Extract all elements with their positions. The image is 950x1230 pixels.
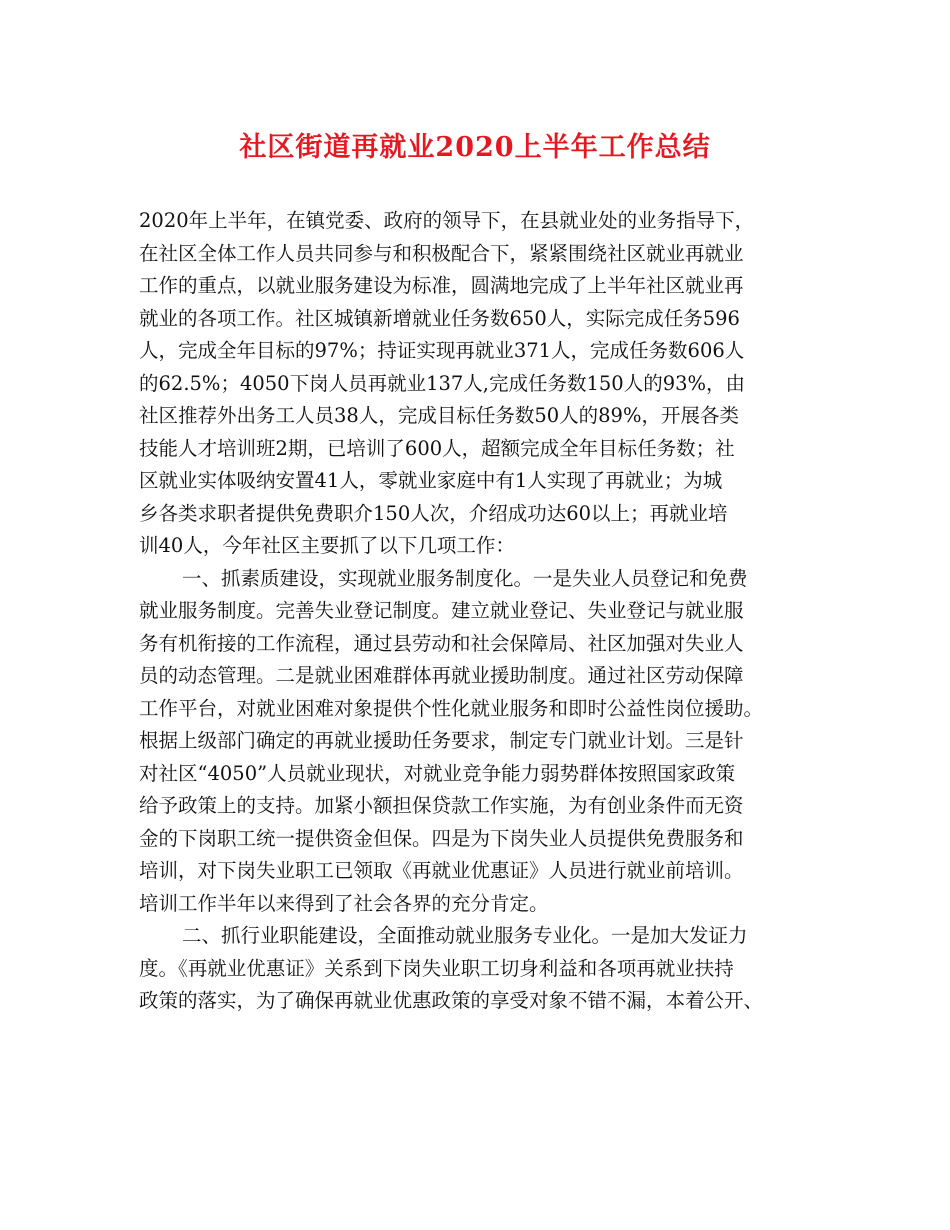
paragraph-section-one: [139, 563, 825, 921]
text-line: 培训，对下岗失业职工已领取《再就业优惠证》人员进行就业前培训。: [139, 859, 744, 882]
text-line: 人，完成全年目标的97%；持证实现再就业371人，完成任务数606人: [139, 339, 745, 362]
text-line: 工作平台，对就业困难对象提供个性化就业服务和即时公益性岗位援助。: [139, 696, 764, 720]
text-line: 技能人才培训班2期，已培训了600人，超额完成全年目标任务数；社: [139, 436, 735, 460]
text-line: 训40人，今年社区主要抓了以下几项工作：: [139, 534, 515, 557]
text-line: 给予政策上的支持。加紧小额担保贷款工作实施，为有创业条件而无资: [139, 794, 744, 817]
text-line: 社区推荐外出务工人员38人，完成目标任务数50人的89%，开展各类: [139, 404, 739, 427]
document-title: 社区街道再就业2020上半年工作总结: [239, 132, 711, 163]
text-line: 度。《再就业优惠证》关系到下岗失业职工切身利益和各项再就业扶持: [139, 956, 734, 980]
text-line: 培训工作半年以来得到了社会各界的充分肯定。: [139, 891, 549, 915]
text-line: 根据上级部门确定的再就业援助任务要求，制定专门就业计划。三是针: [139, 729, 744, 752]
text-line: 就业服务制度。完善失业登记制度。建立就业登记、失业登记与就业服: [139, 599, 744, 622]
text-line: 金的下岗职工统一提供资金但保。四是为下岗失业人员提供免费服务和: [139, 826, 744, 850]
text-line: 一、抓素质建设，实现就业服务制度化。一是失业人员登记和免费: [182, 566, 748, 590]
text-line: 政策的落实，为了确保再就业优惠政策的享受对象不错不漏，本着公开、: [139, 989, 764, 1012]
paragraph-section-two: [139, 920, 825, 1018]
text-line: 就业的各项工作。社区城镇新增就业任务数650人，实际完成任务596: [139, 306, 740, 330]
document-body: [139, 205, 825, 1018]
text-line: 务有机衔接的工作流程，通过县劳动和社会保障局、社区加强对失业人: [139, 631, 744, 655]
text-line: 在社区全体工作人员共同参与和积极配合下，紧紧围绕社区就业再就业: [139, 241, 744, 265]
text-line: 2020年上半年，在镇党委、政府的领导下，在县就业处的业务指导下，: [139, 209, 755, 232]
text-line: 员的动态管理。二是就业困难群体再就业援助制度。通过社区劳动保障: [139, 664, 744, 687]
text-line: 二、抓行业职能建设，全面推动就业服务专业化。一是加大发证力: [182, 924, 748, 947]
text-line: 对社区“4050”人员就业现状，对就业竞争能力弱势群体按照国家政策: [139, 761, 736, 785]
text-line: 的62.5%；4050下岗人员再就业137人,完成任务数150人的93%，由: [139, 371, 746, 395]
text-line: 工作的重点，以就业服务建设为标准，圆满地完成了上半年社区就业再: [139, 274, 744, 297]
text-line: 乡各类求职者提供免费职介150人次，介绍成功达60以上；再就业培: [139, 501, 728, 525]
text-line: 区就业实体吸纳安置41人，零就业家庭中有1人实现了再就业；为城: [139, 469, 723, 492]
paragraph-intro: [139, 205, 825, 563]
